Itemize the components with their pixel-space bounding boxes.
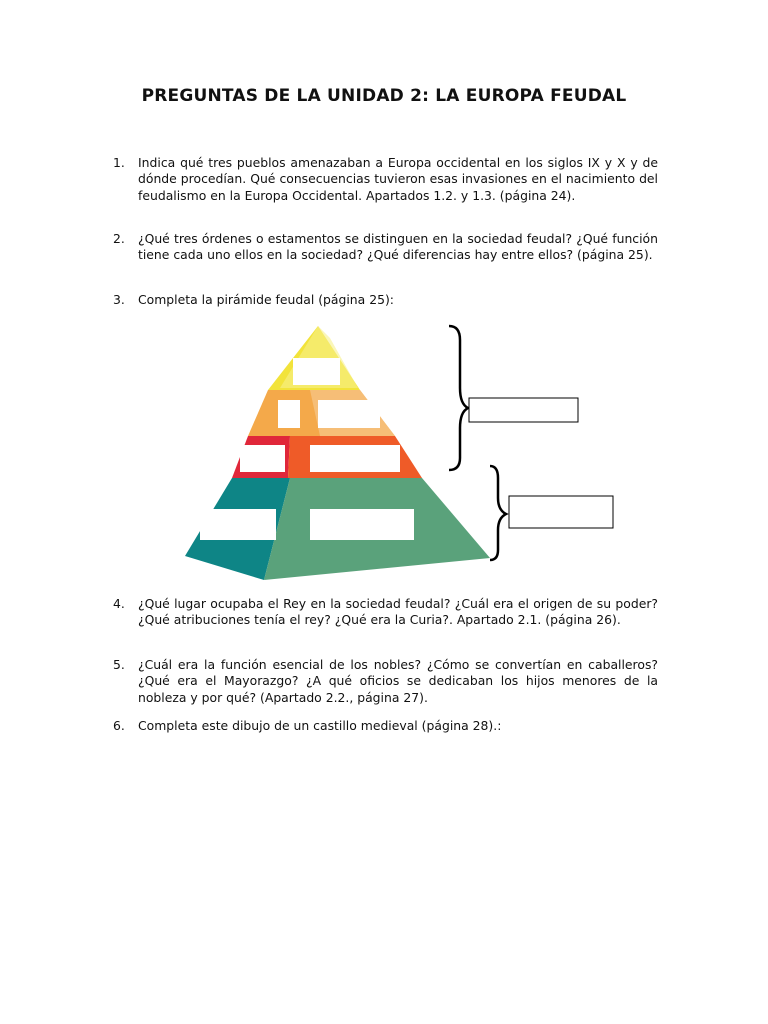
upper-brace [449, 326, 468, 470]
question-6 [113, 718, 658, 734]
question-1 [113, 155, 658, 204]
question-4 [113, 596, 658, 629]
question-number: 5. [113, 657, 125, 672]
feudal-pyramid [180, 318, 620, 588]
page-title: PREGUNTAS DE LA UNIDAD 2: LA EUROPA FEUDAL [141, 86, 627, 106]
question-number: 4. [113, 596, 125, 611]
question-text: ¿Cuál era la función esencial de los nobles? ¿Cómo se convertían en caballeros? ¿Qué era el Mayorazgo? ¿A qué oficios se dedicaban los hijos menores de la nobleza y por qué? (Apartado 2.2., página 27). [138, 657, 658, 705]
answer-box-middle-right[interactable] [310, 445, 400, 472]
answer-box-non-privileged[interactable] [509, 496, 613, 528]
question-number: 1. [113, 155, 125, 170]
question-number: 3. [113, 292, 125, 307]
question-number: 6. [113, 718, 125, 733]
question-5 [113, 657, 658, 706]
question-text: ¿Qué tres órdenes o estamentos se distinguen en la sociedad feudal? ¿Qué función tiene cada uno ellos en la sociedad? ¿Qué diferencias hay entre ellos? (página 25). [138, 231, 658, 263]
question-text: ¿Qué lugar ocupaba el Rey en la sociedad feudal? ¿Cuál era el origen de su poder? ¿Qué atribuciones tenía el rey? ¿Qué era la Curia?. Apartado 2.1. (página 26). [138, 596, 658, 628]
answer-box-base-right[interactable] [310, 509, 414, 540]
question-number: 2. [113, 231, 125, 246]
lower-brace [490, 466, 506, 560]
question-text: Completa este dibujo de un castillo medieval (página 28).: [138, 718, 502, 733]
answer-box-upper-left[interactable] [278, 400, 300, 428]
answer-box-privileged[interactable] [469, 398, 578, 422]
answer-box-upper-right[interactable] [318, 400, 380, 428]
answer-box-king[interactable] [293, 358, 340, 385]
question-2 [113, 231, 658, 264]
question-text: Completa la pirámide feudal (página 25): [138, 292, 394, 307]
question-3 [113, 292, 658, 308]
question-text: Indica qué tres pueblos amenazaban a Europa occidental en los siglos IX y X y de dónde procedían. Qué consecuencias tuvieron esas invasiones en el nacimiento del feudalismo en la Europa Occidental. Apartados 1.2. y 1.3. (página 24). [138, 155, 658, 203]
answer-box-middle-left[interactable] [240, 445, 285, 472]
answer-box-base-left[interactable] [200, 509, 276, 540]
